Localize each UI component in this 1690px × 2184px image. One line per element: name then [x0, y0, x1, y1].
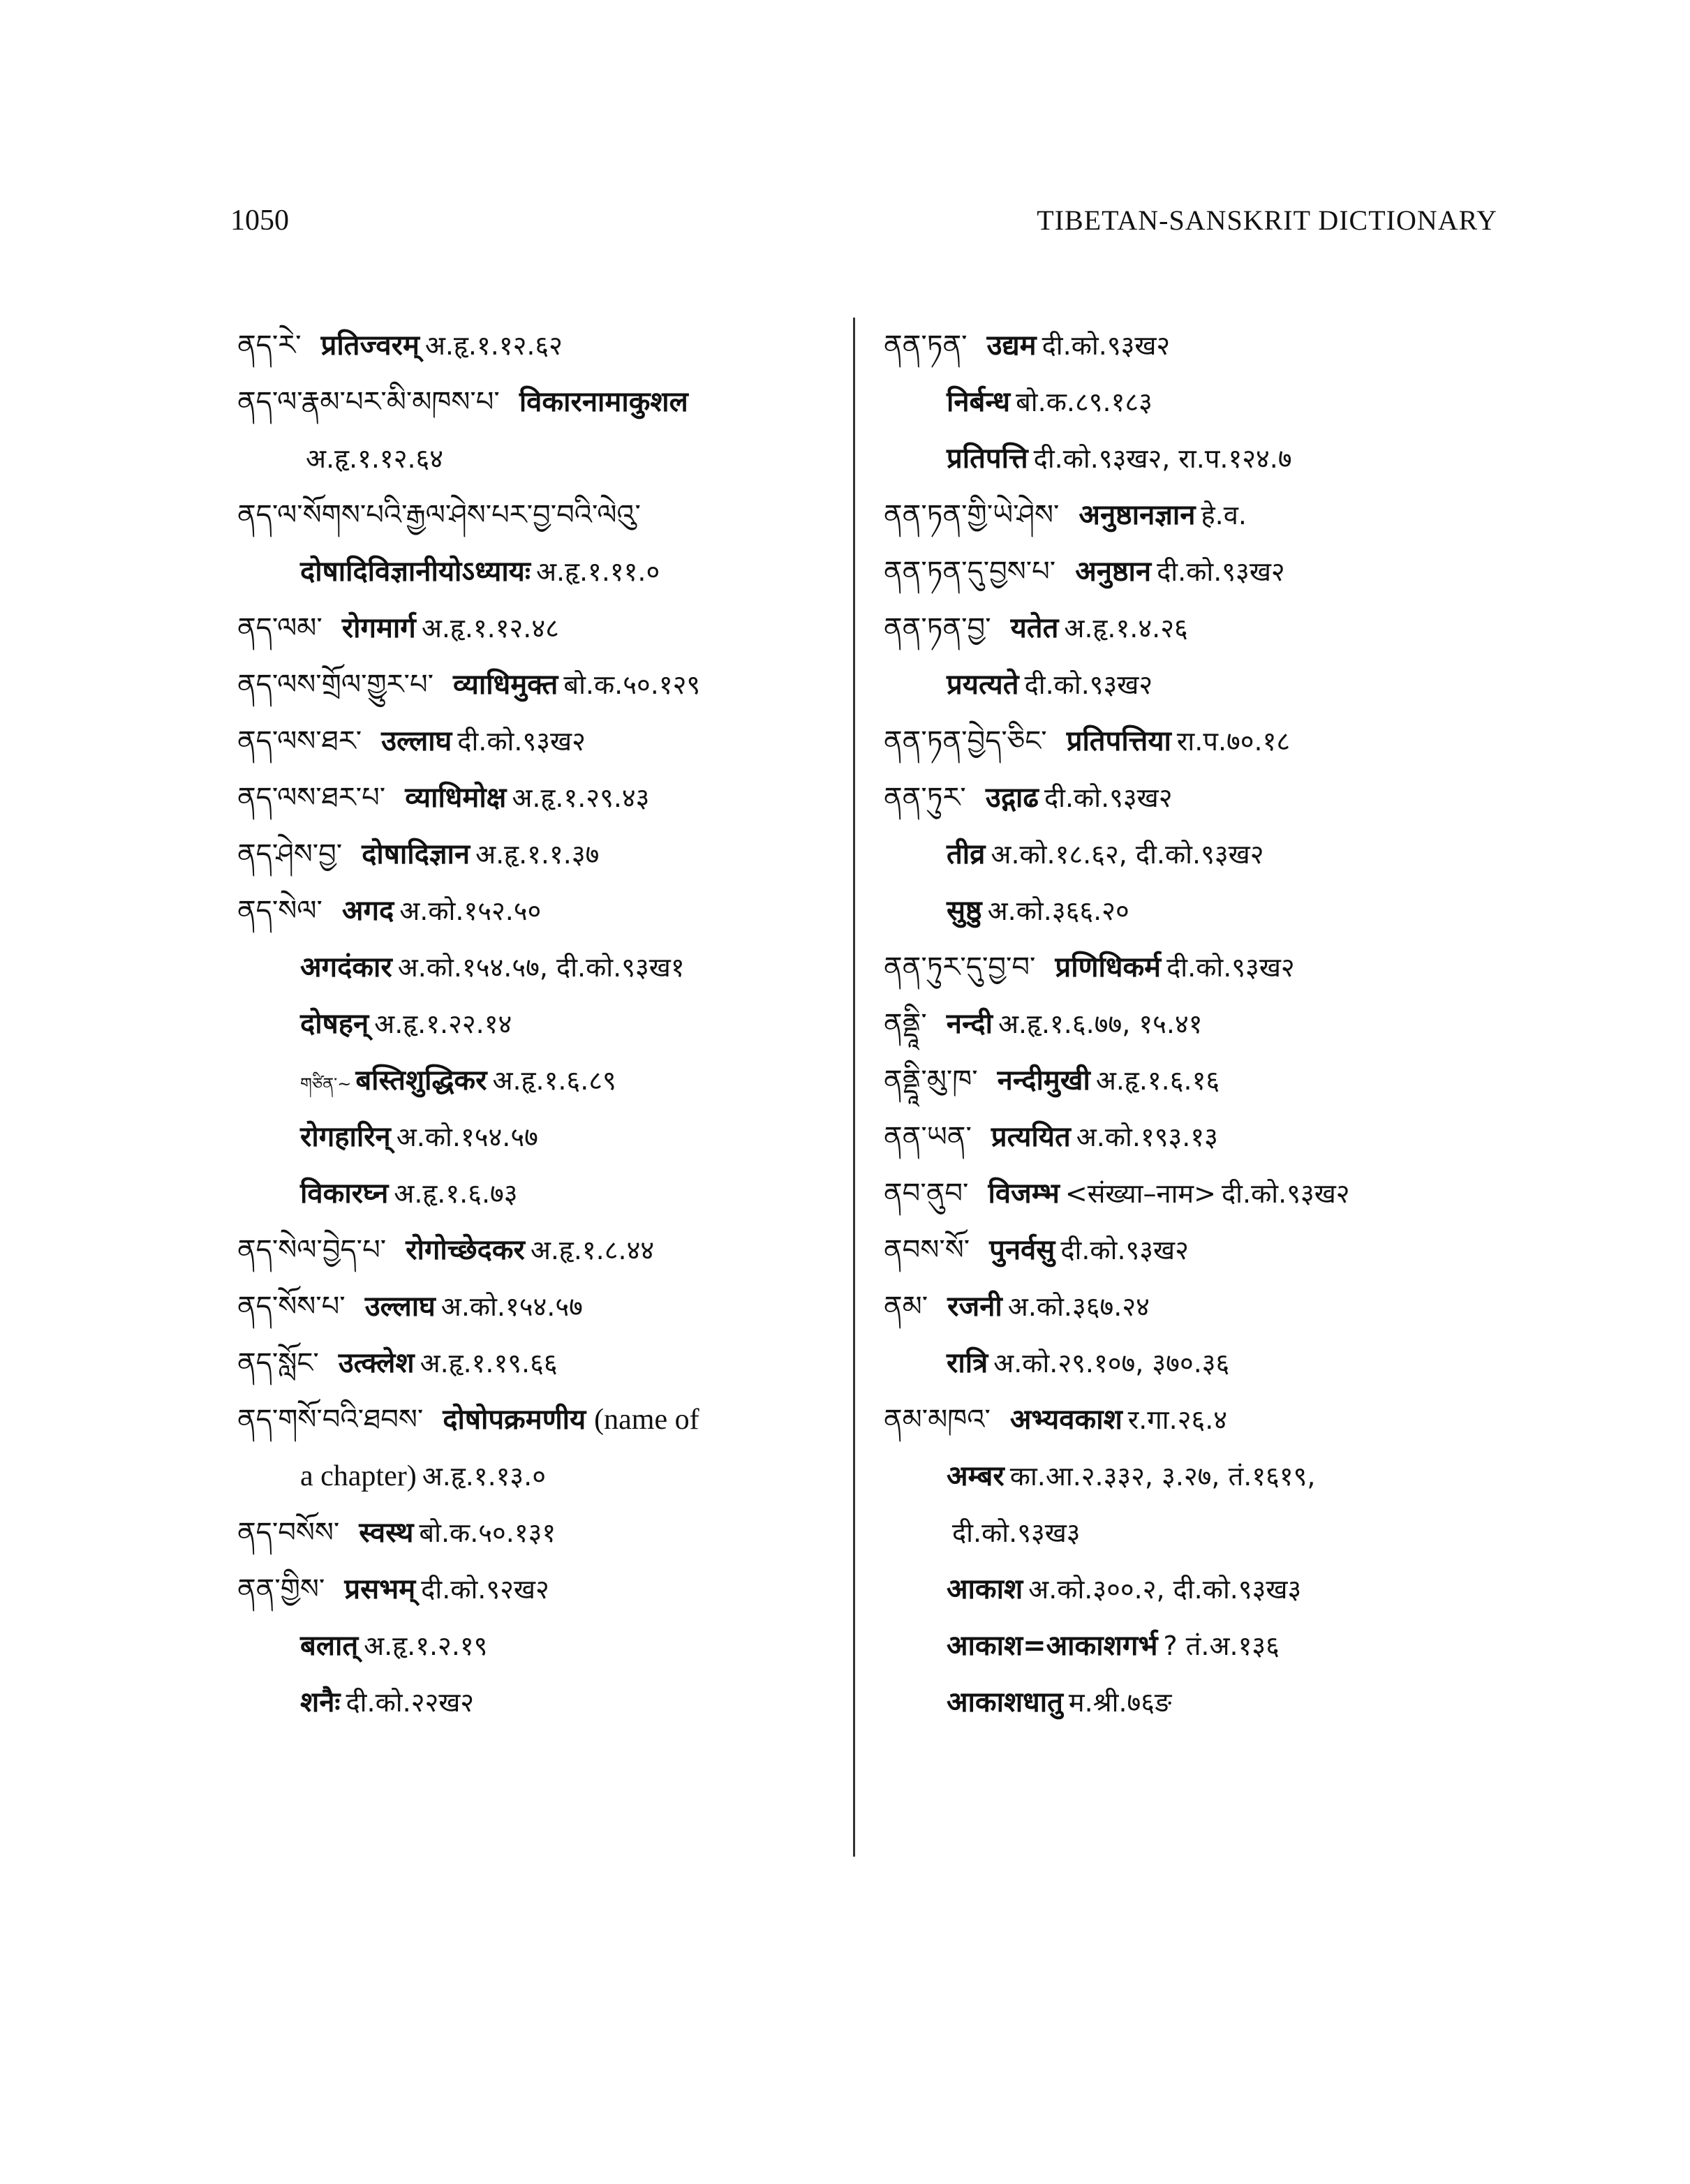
entry [237, 487, 852, 544]
sanskrit-equivalent: दोषहन् [300, 1008, 369, 1040]
source-reference: दी.को.९३ख२ [1042, 330, 1171, 361]
sanskrit-equivalent: विकारनामाकुशल [519, 386, 688, 418]
entry-continuation [884, 1618, 1484, 1674]
entry-continuation [237, 1448, 852, 1505]
entry [237, 826, 852, 883]
entry-continuation [884, 883, 1484, 939]
source-reference: अ.को.१५४.५७ [440, 1291, 583, 1322]
tibetan-headword: ནད་ལ་རྣམ་པར་མི་མཁས་པ་ [237, 386, 500, 418]
entry [237, 1279, 852, 1335]
entry [884, 1222, 1484, 1279]
sanskrit-equivalent: व्याधिमोक्ष [405, 782, 507, 814]
entry [237, 1561, 852, 1618]
tibetan-headword: ནན་ཏན་དུ་བྱས་པ་ [884, 556, 1056, 588]
sanskrit-equivalent: तीव्र [947, 838, 986, 870]
source-reference: म.श्री.७६ङ [1068, 1687, 1172, 1718]
entry [237, 1335, 852, 1392]
source-reference: दी.को.९३ख२ [1044, 782, 1173, 813]
source-reference: ? तं.अ.१३६ [1163, 1630, 1280, 1661]
entry [884, 996, 1484, 1053]
source-reference: अ.हृ.१.८.४४ [530, 1235, 655, 1265]
english-note: (name of [594, 1404, 699, 1436]
sanskrit-equivalent: पुनर्वसु [989, 1234, 1055, 1266]
left-column [237, 318, 852, 1731]
source-reference: दी.को.९३ख३ [952, 1517, 1081, 1548]
sanskrit-equivalent: प्रयत्यते [947, 669, 1019, 701]
sanskrit-equivalent: नन्दी [946, 1008, 993, 1040]
entry-continuation [884, 1674, 1484, 1731]
sanskrit-equivalent: शनैः [300, 1686, 341, 1718]
entry [884, 487, 1484, 544]
sanskrit-equivalent: आकाश [947, 1573, 1023, 1605]
source-reference: अ.को.१८.६२, दी.को.९३ख२ [991, 839, 1264, 870]
entry [884, 713, 1484, 770]
tibetan-headword: ནད་སེལ་ [237, 895, 323, 927]
entry-continuation [237, 544, 852, 600]
source-reference: अ.हृ.१.१२.६२ [424, 330, 563, 361]
source-reference: अ.को.३००.२, दी.को.९३ख३ [1028, 1574, 1302, 1605]
source-reference: दी.को.२२ख२ [346, 1687, 475, 1718]
entry-continuation [884, 374, 1484, 431]
sanskrit-equivalent: आकाश=आकाशगर्भ [947, 1630, 1158, 1662]
sanskrit-equivalent: उद्गाढ [985, 782, 1039, 814]
right-column [884, 318, 1484, 1731]
entry [884, 1109, 1484, 1166]
source-reference: अ.हृ.१.१३.० [422, 1461, 547, 1492]
entry-continuation [237, 996, 852, 1053]
sanskrit-equivalent: उल्लाघ [381, 725, 452, 757]
entry [884, 1392, 1484, 1448]
entry-continuation [884, 826, 1484, 883]
entry [884, 939, 1484, 996]
sanskrit-equivalent: प्रणिधिकर्म [1055, 951, 1162, 983]
entry [237, 657, 852, 713]
entry-continuation [237, 939, 852, 996]
source-reference: अ.को.३६६.२० [987, 896, 1129, 926]
sanskrit-equivalent: प्रसभम् [344, 1573, 416, 1605]
sanskrit-equivalent: दोषोपक्रमणीय [443, 1404, 586, 1436]
tibetan-headword: ནནྡཱི་ [884, 1008, 927, 1040]
entry-continuation [237, 431, 852, 487]
source-reference: दी.को.९३ख२ [1060, 1235, 1189, 1265]
sanskrit-equivalent: अम्बर [947, 1460, 1005, 1492]
source-reference: अ.हृ.१.६.१६ [1095, 1065, 1220, 1096]
tibetan-headword: ནད་ལས་ཐར་པ་ [237, 782, 386, 814]
source-reference: दी.को.९२ख२ [421, 1574, 549, 1605]
tibetan-compound-prefix: གཙིན་~ [300, 1074, 352, 1094]
source-reference: अ.हृ.१.१.३७ [475, 839, 600, 870]
sanskrit-equivalent: प्रतिपत्तिया [1066, 725, 1171, 757]
sanskrit-equivalent: आकाशधातु [947, 1686, 1063, 1718]
sanskrit-equivalent: स्वस्थ [359, 1517, 414, 1549]
sanskrit-equivalent: विजम्भ [988, 1178, 1060, 1210]
tibetan-headword: ནད་ལ་སོགས་པའི་རྒྱལ་ཤེས་པར་བྱ་བའི་ལེའུ་ [237, 499, 641, 531]
entry [237, 600, 852, 657]
source-reference: अ.को.१९३.१३ [1076, 1122, 1218, 1152]
source-reference: अ.हृ.१.१२.६४ [306, 443, 444, 474]
entry [237, 770, 852, 826]
sanskrit-equivalent: व्याधिमुक्त [453, 669, 558, 701]
source-reference: बो.क.५०.१२९ [563, 669, 701, 700]
tibetan-headword: ནད་བསོས་ [237, 1517, 340, 1549]
tibetan-headword: ནད་གསོ་བའི་ཐབས་ [237, 1404, 424, 1436]
sanskrit-equivalent: अनुष्ठान [1075, 556, 1152, 588]
source-reference: दी.को.९३ख२, रा.प.१२४.७ [1033, 443, 1292, 474]
tibetan-headword: ནད་སོས་པ་ [237, 1291, 346, 1323]
entry-continuation [884, 1505, 1484, 1561]
tibetan-headword: ནབས་སོ་ [884, 1234, 970, 1266]
entry-continuation [884, 1561, 1484, 1618]
source-reference: अ.को.२९.१०७, ३७०.३६ [993, 1348, 1230, 1379]
source-reference: दी.को.९३ख२ [457, 726, 586, 757]
entry [237, 1222, 852, 1279]
tibetan-headword: ནན་ཏན་ [884, 329, 968, 362]
tibetan-headword: ནནྡཱི་མུ་ཁ་ [884, 1064, 978, 1097]
sanskrit-equivalent: अगदंकार [300, 951, 392, 983]
tibetan-headword: ནད་ཤེས་བྱ་ [237, 838, 343, 870]
entry [237, 318, 852, 374]
entry [884, 1166, 1484, 1222]
tibetan-headword: ནན་གྱིས་ [237, 1573, 325, 1605]
entry [884, 600, 1484, 657]
source-reference: अ.हृ.१.१२.४८ [421, 613, 559, 644]
sanskrit-equivalent: रोगमार्ग [341, 612, 416, 644]
tibetan-headword: ནན་ཏན་བྱེད་ཅིང་ [884, 725, 1047, 757]
tibetan-headword: ནབ་ནུབ་ [884, 1178, 969, 1210]
sanskrit-equivalent: उत्क्लेश [338, 1347, 415, 1379]
entry [884, 770, 1484, 826]
entry-continuation [884, 431, 1484, 487]
entry-continuation [237, 1674, 852, 1731]
source-reference: अ.हृ.१.६.७७, १५.४१ [998, 1009, 1203, 1039]
entry-continuation [884, 1335, 1484, 1392]
sanskrit-equivalent: उल्लाघ [364, 1291, 436, 1323]
sanskrit-equivalent: उद्यम [986, 329, 1037, 362]
entry-continuation [237, 1618, 852, 1674]
source-reference: अ.हृ.१.२.१९ [364, 1630, 488, 1661]
sanskrit-equivalent: दोषादिविज्ञानीयोऽध्यायः [300, 556, 531, 588]
sanskrit-equivalent: अभ्यवकाश [1009, 1404, 1122, 1436]
entry-continuation [884, 657, 1484, 713]
entry [884, 318, 1484, 374]
sanskrit-equivalent: दोषादिज्ञान [362, 838, 470, 870]
sanskrit-equivalent: प्रत्ययित [991, 1121, 1071, 1153]
sanskrit-equivalent: बस्तिशुद्धिकर [355, 1064, 487, 1097]
entry [237, 1392, 852, 1448]
source-reference: दी.को.९३ख२ [1157, 556, 1285, 587]
sanskrit-equivalent: रोगोच्छेदकर [406, 1234, 525, 1266]
sanskrit-equivalent: प्रतिज्वरम् [320, 329, 420, 362]
source-reference: अ.हृ.१.२२.१४ [374, 1009, 512, 1039]
sanskrit-equivalent: रात्रि [947, 1347, 988, 1379]
source-reference: अ.हृ.१.४.२६ [1064, 613, 1188, 644]
tibetan-headword: ནན་ཡན་ [884, 1121, 972, 1153]
tibetan-headword: ནན་ཏུར་ [884, 782, 966, 814]
column-divider [853, 318, 855, 1857]
sanskrit-equivalent: सुष्ठु [947, 895, 982, 927]
running-head: TIBETAN-SANSKRIT DICTIONARY [1037, 205, 1497, 236]
source-reference: अ.को.१५४.५७, दी.को.९३ख१ [397, 952, 685, 983]
tibetan-headword: ནད་ལམ་ [237, 612, 323, 644]
source-reference: अ.हृ.१.२९.४३ [512, 782, 650, 813]
entry [884, 544, 1484, 600]
source-reference: र.गा.२६.४ [1127, 1404, 1228, 1435]
sanskrit-equivalent: रोगहारिन् [300, 1121, 391, 1153]
source-reference: दी.को.९३ख२ [1024, 669, 1153, 700]
entry [237, 1505, 852, 1561]
tibetan-headword: ནད་རེ་ [237, 329, 302, 362]
tibetan-headword: ནན་ཏུར་དུ་བྱ་བ་ [884, 951, 1036, 983]
entry [884, 1279, 1484, 1335]
entry-continuation [237, 1166, 852, 1222]
tibetan-headword: ནད་ལས་ཐར་ [237, 725, 362, 757]
entry-continuation [237, 1053, 852, 1109]
tibetan-headword: ནད་ལས་གྲོལ་གྱུར་པ་ [237, 669, 433, 701]
source-reference: का.आ.२.३३२, ३.२७, तं.१६१९, [1009, 1461, 1316, 1492]
source-reference: अ.हृ.१.६.८९ [492, 1065, 616, 1096]
source-reference: अ.हृ.१.१९.६६ [420, 1348, 558, 1379]
english-note: a chapter) [300, 1460, 417, 1492]
entry [237, 713, 852, 770]
source-reference: अ.को.१५२.५० [399, 896, 542, 926]
tibetan-headword: ནམ་མཁའ་ [884, 1404, 991, 1436]
source-reference: बो.क.५०.१३१ [419, 1517, 556, 1548]
sanskrit-equivalent: बलात् [300, 1630, 359, 1662]
source-reference: हे.व. [1201, 500, 1247, 530]
tibetan-headword: ནན་ཏན་གྱི་ཡེ་ཤེས་ [884, 499, 1060, 531]
tibetan-headword: ནད་སློང་ [237, 1347, 319, 1379]
sanskrit-equivalent: प्रतिपत्ति [947, 443, 1028, 475]
source-reference: दी.को.९३ख२ [1222, 1178, 1350, 1209]
source-reference: अ.को.३६७.२४ [1007, 1291, 1150, 1322]
entry [237, 374, 852, 431]
sanskrit-equivalent: निर्बन्ध [947, 386, 1011, 418]
sanskrit-equivalent: नन्दीमुखी [997, 1064, 1090, 1097]
entry-continuation [237, 1109, 852, 1166]
sanskrit-equivalent: रजनी [947, 1291, 1002, 1323]
source-reference: बो.क.८९.१८३ [1016, 387, 1152, 417]
sanskrit-equivalent: अनुष्ठानज्ञान [1079, 499, 1196, 531]
source-reference: अ.को.१५४.५७ [396, 1122, 538, 1152]
source-reference: रा.प.७०.१८ [1176, 726, 1291, 757]
sanskrit-equivalent: अगद [341, 895, 394, 927]
tibetan-headword: ནན་ཏན་བྱ་ [884, 612, 991, 644]
page-number: 1050 [230, 205, 289, 237]
source-reference: दी.को.९३ख२ [1166, 952, 1295, 983]
entry [884, 1053, 1484, 1109]
sanskrit-equivalent: विकारघ्न [300, 1178, 389, 1210]
source-reference: अ.हृ.१.६.७३ [394, 1178, 518, 1209]
sanskrit-equivalent: यतेत [1010, 612, 1059, 644]
source-reference: अ.हृ.१.११.० [535, 556, 660, 587]
category-note: <संख्या–नाम> [1065, 1178, 1216, 1209]
entry [237, 883, 852, 939]
entry-continuation [884, 1448, 1484, 1505]
tibetan-headword: ནད་སེལ་བྱེད་པ་ [237, 1234, 387, 1266]
tibetan-headword: ནམ་ [884, 1291, 928, 1323]
